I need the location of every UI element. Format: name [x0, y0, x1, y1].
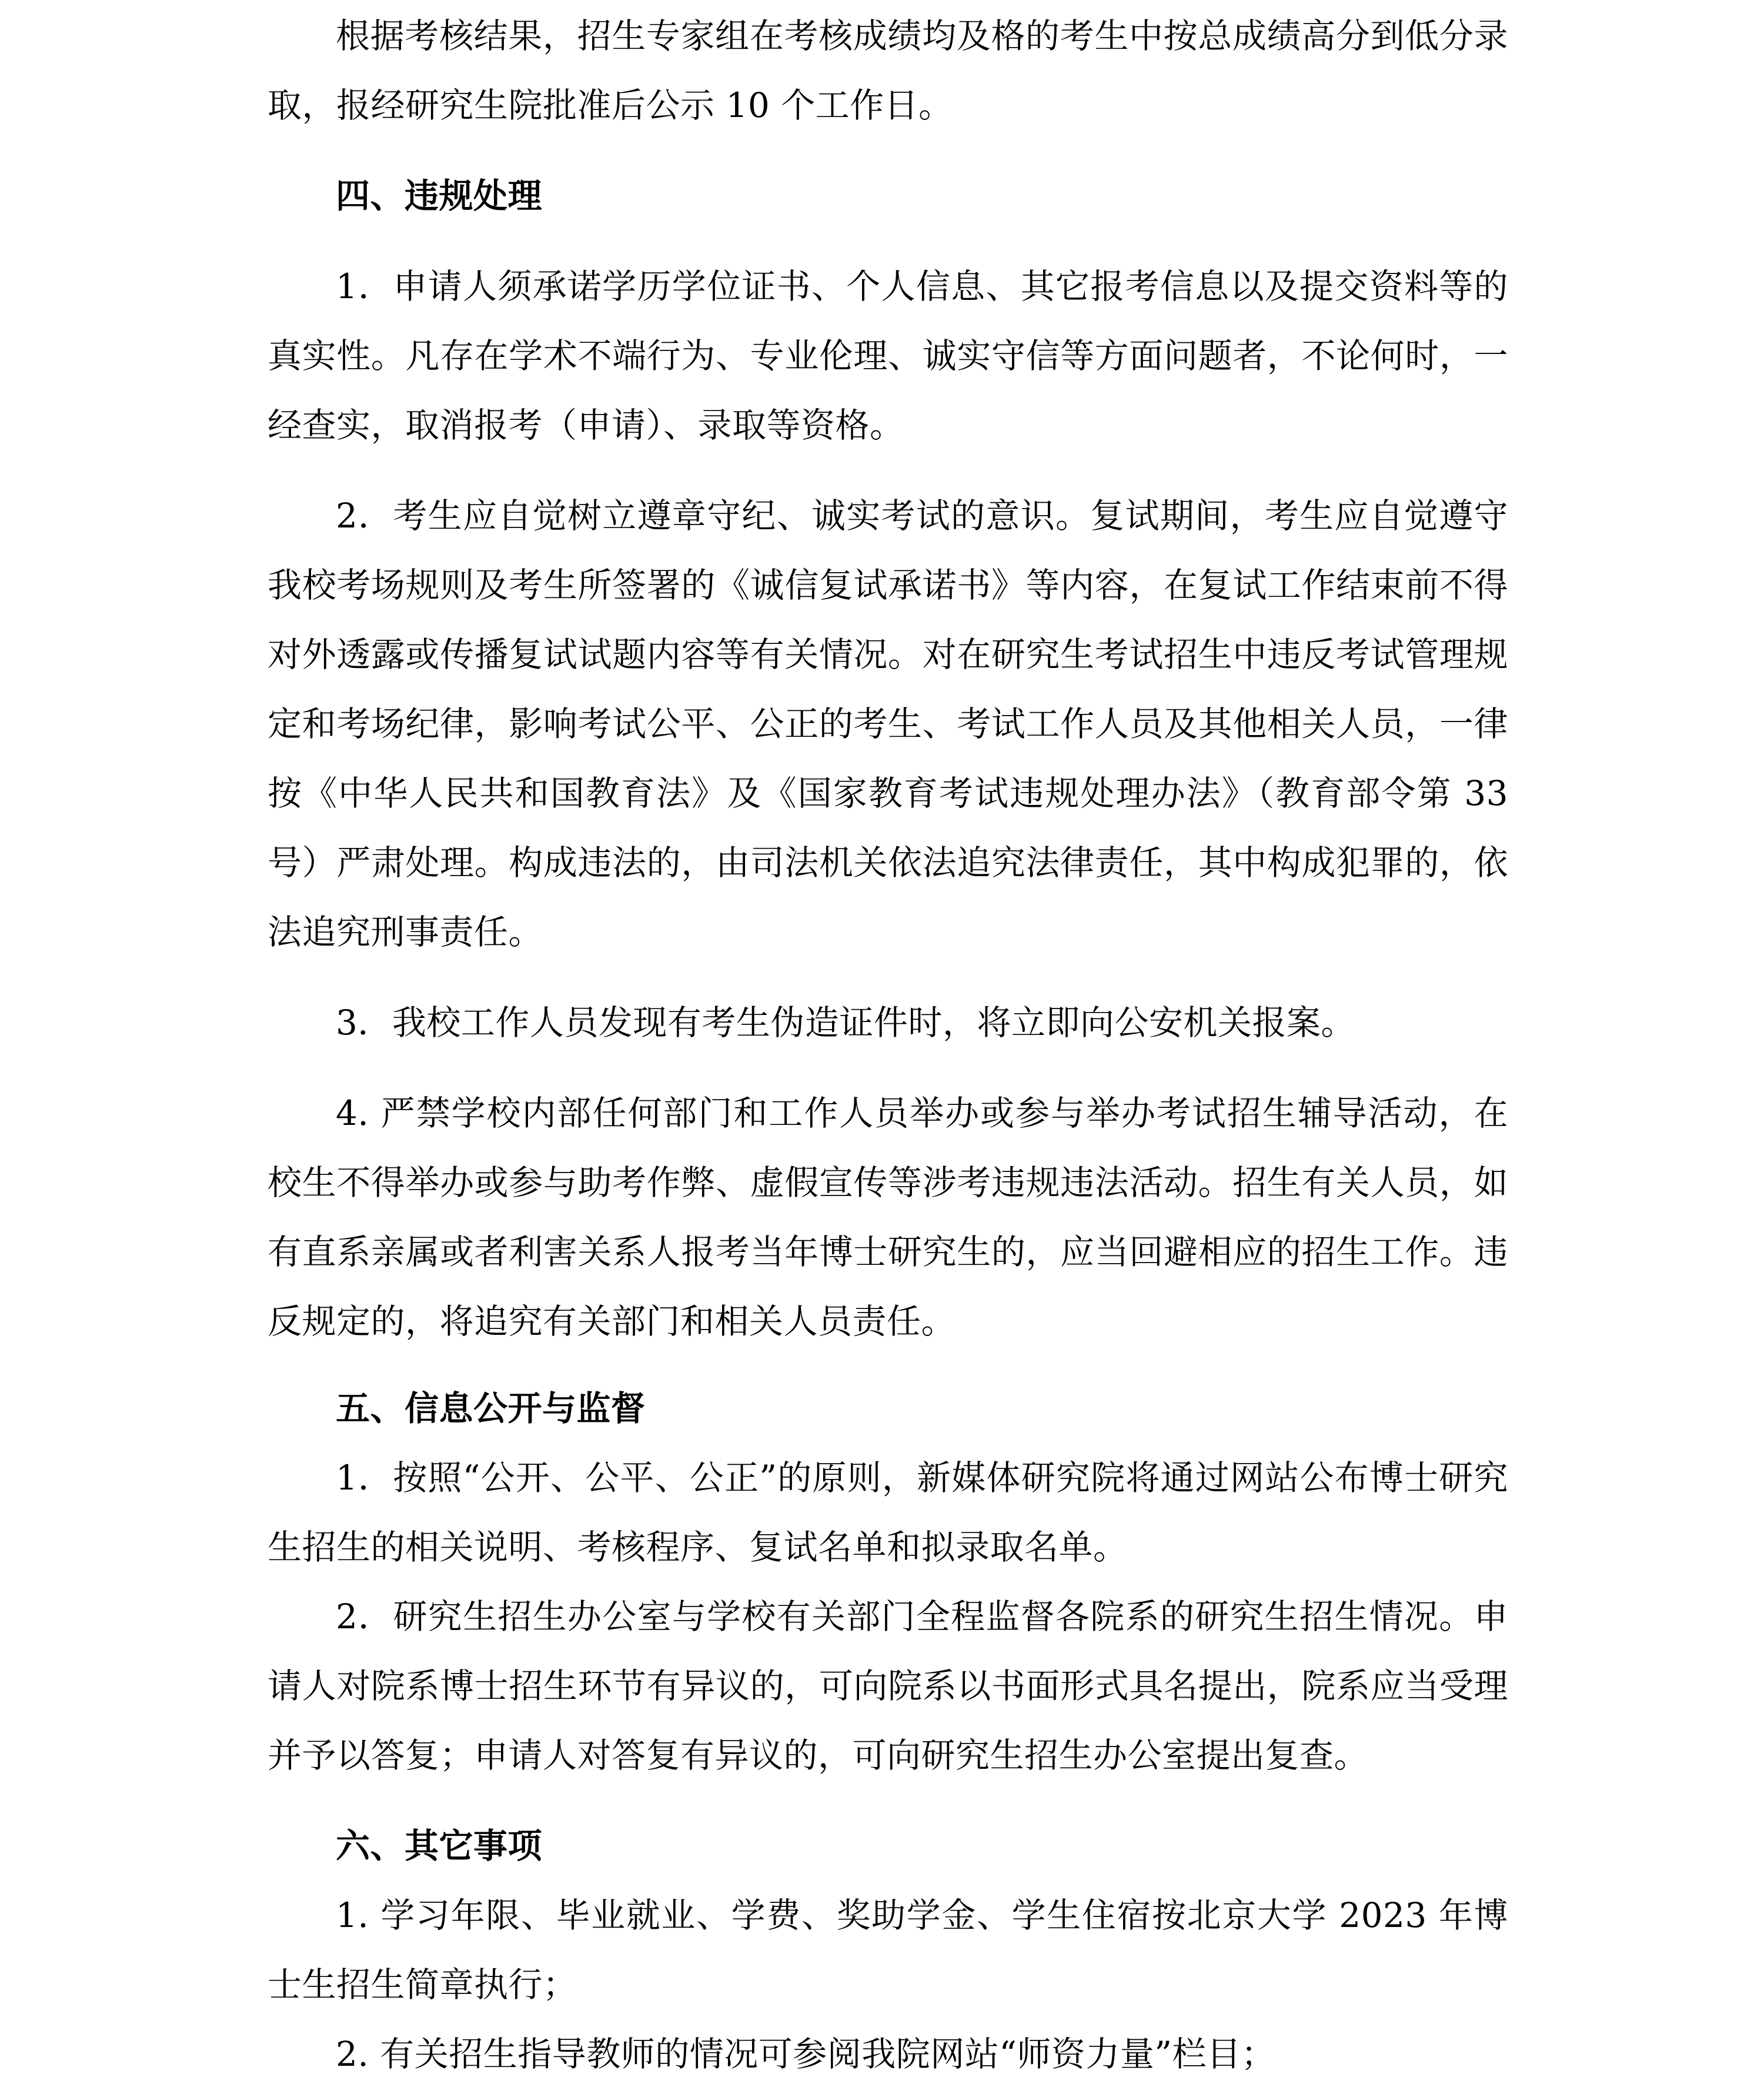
- other-item-2: 2. 有关招生指导教师的情况可参阅我院网站“师资力量”栏目；: [336, 2034, 1276, 2074]
- admission-paragraph: 根据考核结果，招生专家组在考核成绩均及格的考生中按总成绩高分到低分录取，报经研究生院批准后公示 10 个工作日。: [268, 16, 1508, 125]
- section-heading-violations: 四、违规处理: [336, 176, 543, 216]
- other-item-1: 1. 学习年限、毕业就业、学费、奖助学金、学生住宿按北京大学 2023 年博士生招生简章执行；: [268, 1895, 1508, 2005]
- section-heading-other: 六、其它事项: [336, 1826, 543, 1866]
- violation-item-3: 3．我校工作人员发现有考生伪造证件时，将立即向公安机关报案。: [336, 1003, 1355, 1043]
- violation-item-4: 4. 严禁学校内部任何部门和工作人员举办或参与举办考试招生辅导活动，在校生不得举办或参与助考作弊、虚假宣传等涉考违规违法活动。招生有关人员，如有直系亲属或者利害关系人报考当年博士研究生的，应当回避相应的招生工作。违反规定的，将追究有关部门和相关人员责任。: [268, 1093, 1508, 1341]
- disclosure-item-1: 1．按照“公开、公平、公正”的原则，新媒体研究院将通过网站公布博士研究生招生的相关说明、考核程序、复试名单和拟录取名单。: [268, 1458, 1508, 1567]
- violation-item-1: 1．申请人须承诺学历学位证书、个人信息、其它报考信息以及提交资料等的真实性。凡存在学术不端行为、专业伦理、诚实守信等方面问题者，不论何时，一经查实，取消报考（申请）、录取等资格。: [268, 266, 1508, 445]
- violation-item-2: 2．考生应自觉树立遵章守纪、诚实考试的意识。复试期间，考生应自觉遵守我校考场规则及考生所签署的《诚信复试承诺书》等内容，在复试工作结束前不得对外透露或传播复试试题内容等有关情况。对在研究生考试招生中违反考试管理规定和考场纪律，影响考试公平、公正的考生、考试工作人员及其他相关人员，一律按《中华人民共和国教育法》及《国家教育考试违规处理办法》（教育部令第 33 号）严肃处理。构成违法的，由司法机关依法追究法律责任，其中构成犯罪的，依法追究刑事责任。: [268, 496, 1508, 952]
- document-body: [268, 1, 1508, 2089]
- section-heading-disclosure: 五、信息公开与监督: [336, 1388, 646, 1428]
- disclosure-item-2: 2．研究生招生办公室与学校有关部门全程监督各院系的研究生招生情况。申请人对院系博士招生环节有异议的，可向院系以书面形式具名提出，院系应当受理并予以答复；申请人对答复有异议的，可向研究生招生办公室提出复查。: [268, 1597, 1508, 1775]
